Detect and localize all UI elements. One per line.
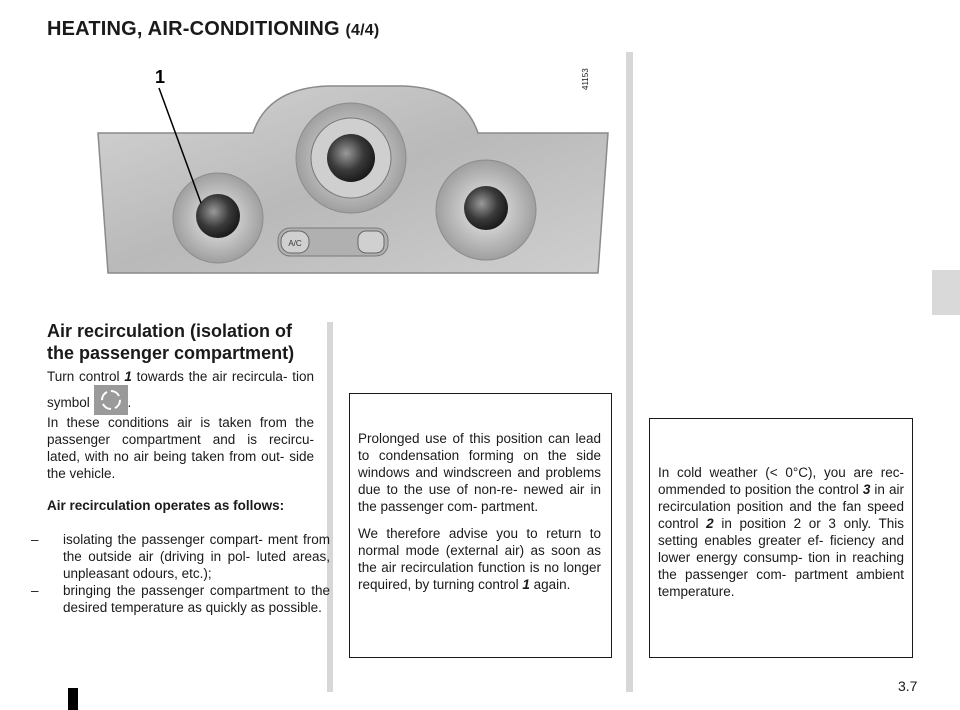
intro-text-b: towards the air recircula- tion symbol <box>47 369 314 410</box>
bullet-marker: – <box>31 532 39 547</box>
page-number: 3.7 <box>898 678 918 694</box>
ac-label: A/C <box>288 239 302 248</box>
control-ref: 1 <box>522 577 530 592</box>
air-recirculation-icon <box>94 385 128 415</box>
rear-defrost-button <box>358 231 384 253</box>
right-knob <box>464 186 508 230</box>
column-divider <box>626 52 633 692</box>
intro-text-a: Turn control <box>47 369 120 384</box>
control-ref-2: 2 <box>706 516 714 531</box>
conditions-paragraph: In these conditions air is taken from the passenger compartment and is recircu- lated, with no air being taken from out- side the vehicle. <box>47 415 314 481</box>
control-panel-illustration <box>93 58 613 283</box>
cold-weather-text <box>658 464 904 600</box>
condensation-warning-text: Prolonged use of this position can lead to condensation forming on the side windows and windscreen and problems due to the use of non-re- newed air in the passenger com- partment. <box>358 431 601 514</box>
return-text-a: We therefore advise you to return to normal mode (external air) as soon as the air recirculation function is no longer required, by turning control <box>358 526 601 592</box>
control-ref-3: 3 <box>862 482 871 497</box>
cold-text-a: In cold weather (< 0°C), you are rec- ommended to position the control <box>658 465 904 497</box>
operates-subheading: Air recirculation operates as follows: <box>47 498 285 513</box>
warning-box-condensation <box>349 393 612 658</box>
left-knob <box>196 194 240 238</box>
return-text-b: again. <box>533 577 571 592</box>
cold-text-b: in air recirculation position and the fan speed control <box>658 482 904 531</box>
bullet-text: isolating the passenger compart- ment from the outside air (driving in pol- luted areas, unpleasant odours, etc.); <box>63 532 330 581</box>
center-knob-hub <box>327 134 375 182</box>
section-heading: Air recirculation (isolation of the passenger compartment) <box>47 321 295 363</box>
column-divider-small <box>327 322 333 692</box>
return-normal-text <box>358 525 601 593</box>
intro-text-c: . <box>127 395 132 410</box>
figure-code: 41153 <box>581 68 590 90</box>
bullet-item-2 <box>31 582 330 616</box>
title-part: (4/4) <box>345 22 380 39</box>
page-title <box>47 18 379 41</box>
bullet-marker: – <box>31 583 39 598</box>
cold-weather-note-box <box>649 418 913 658</box>
bullet-item-1 <box>31 531 330 582</box>
title-text: HEATING, AIR-CONDITIONING <box>47 18 340 40</box>
corner-mark <box>68 688 78 710</box>
cold-text-c: in position 2 or 3 only. This setting enables greater ef- ficiency and lower energy consump- tion in reaching the passenger com- partment ambient temperature. <box>658 516 904 599</box>
intro-paragraph <box>47 368 314 415</box>
callout-1: 1 <box>155 67 166 87</box>
bullet-text: bringing the passenger compartment to the desired temperature as quickly as possible. <box>63 583 330 615</box>
control-ref: 1 <box>124 369 132 384</box>
chapter-tab <box>932 270 960 315</box>
